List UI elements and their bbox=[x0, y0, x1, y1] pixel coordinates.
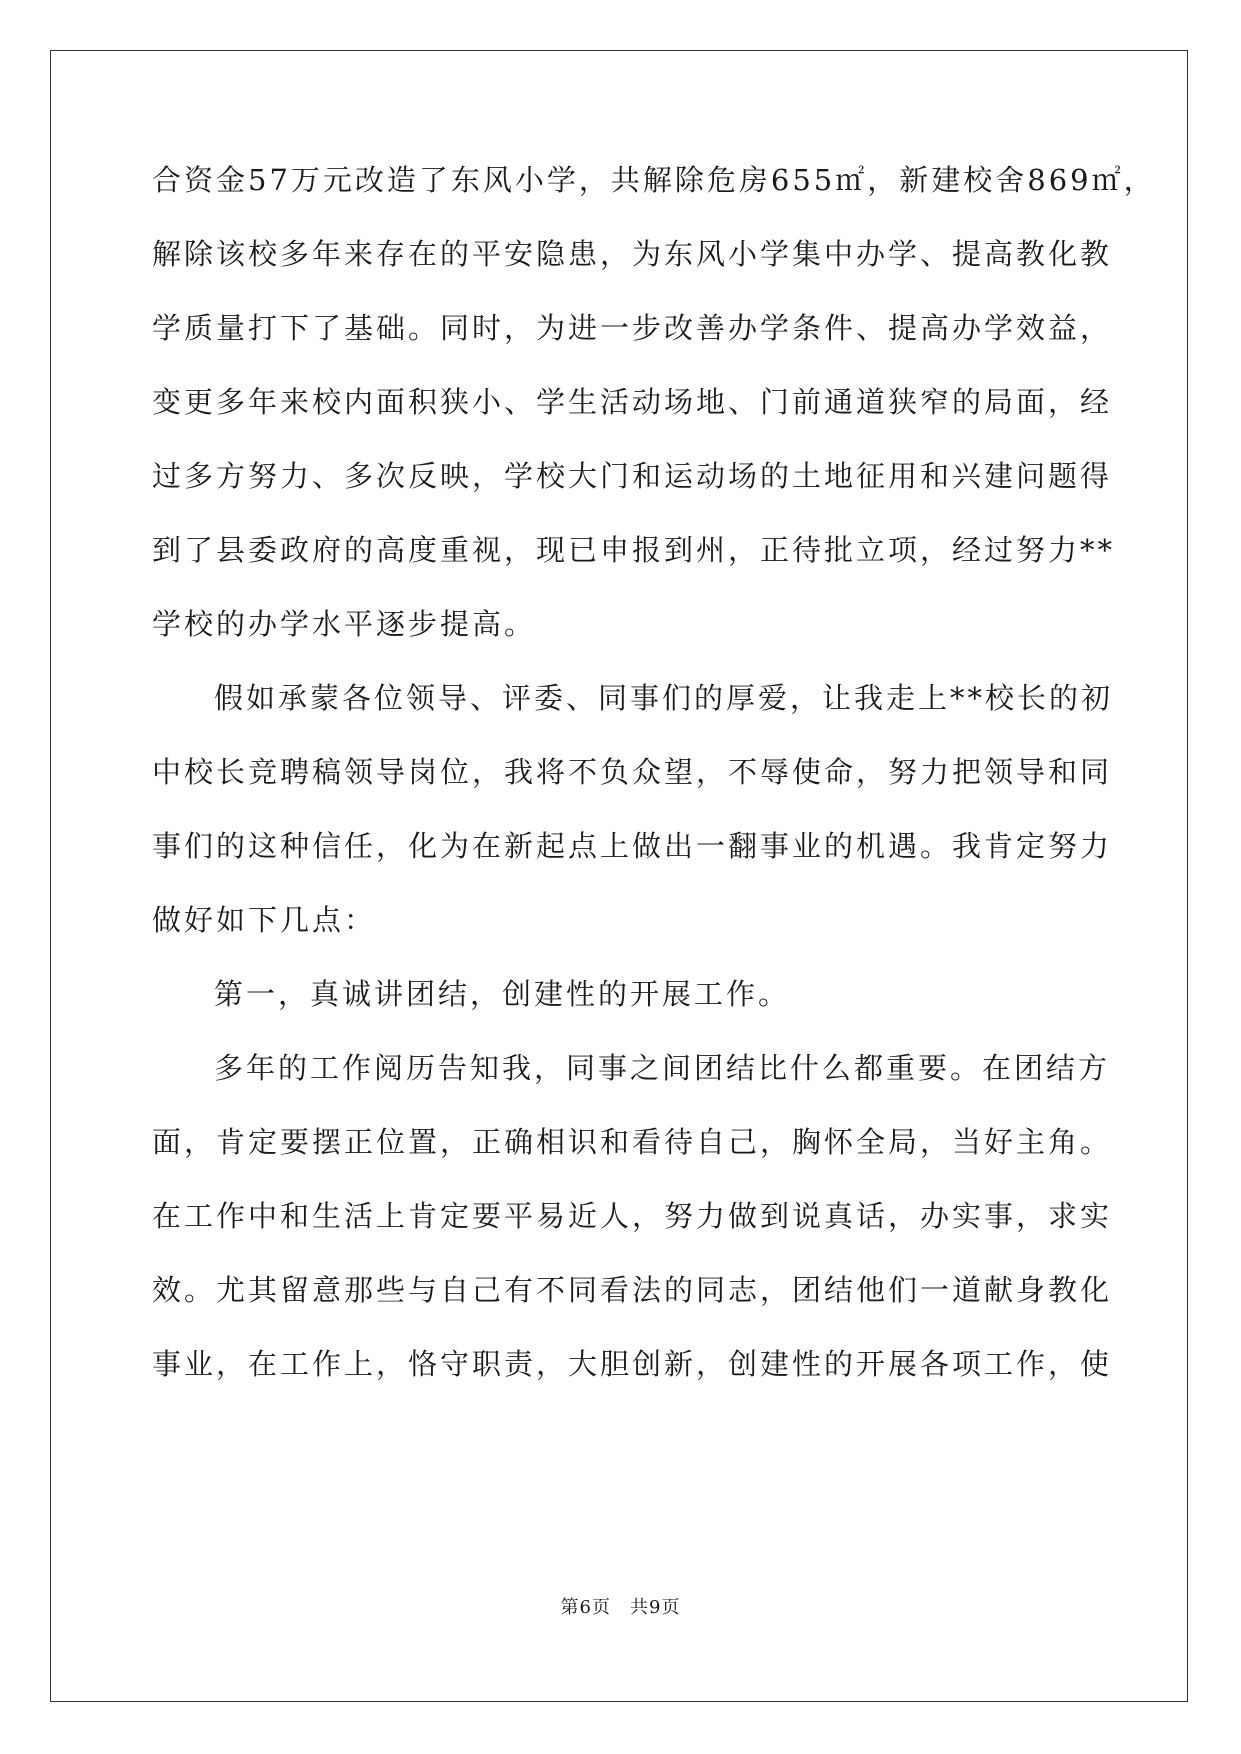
text-line: 事们的这种信任，化为在新起点上做出一翻事业的机遇。我肯定努力 bbox=[152, 829, 1113, 863]
text-line: 过多方努力、多次反映，学校大门和运动场的土地征用和兴建问题得 bbox=[152, 459, 1113, 493]
text-line: 学质量打下了基础。同时，为进一步改善办学条件、提高办学效益， bbox=[152, 311, 1113, 345]
page-number-footer: 第6页 共9页 bbox=[560, 1597, 681, 1618]
section-heading: 第一，真诚讲团结，创建性的开展工作。 bbox=[214, 977, 791, 1011]
text-line: 变更多年来校内面积狭小、学生活动场地、门前通道狭窄的局面，经 bbox=[152, 385, 1113, 419]
text-line: 学校的办学水平逐步提高。 bbox=[152, 607, 537, 641]
text-line: 中校长竞聘稿领导岗位，我将不负众望，不辱使命，努力把领导和同 bbox=[152, 755, 1113, 789]
text-line: 解除该校多年来存在的平安隐患，为东风小学集中办学、提高教化教 bbox=[152, 237, 1113, 271]
text-line: 到了县委政府的高度重视，现已申报到州，正待批立项，经过努力** bbox=[152, 533, 1116, 567]
text-line: 效。尤其留意那些与自己有不同看法的同志，团结他们一道献身教化 bbox=[152, 1273, 1113, 1307]
text-line: 做好如下几点： bbox=[152, 903, 377, 937]
text-line: 在工作中和生活上肯定要平易近人，努力做到说真话，办实事，求实 bbox=[152, 1199, 1113, 1233]
text-line: 面，肯定要摆正位置，正确相识和看待自己，胸怀全局，当好主角。 bbox=[152, 1125, 1113, 1159]
text-line: 事业，在工作上，恪守职责，大胆创新，创建性的开展各项工作，使 bbox=[152, 1347, 1113, 1381]
paragraph-start-line: 假如承蒙各位领导、评委、同事们的厚爱，让我走上**校长的初 bbox=[214, 681, 1114, 715]
paragraph-start-line: 多年的工作阅历告知我，同事之间团结比什么都重要。在团结方 bbox=[214, 1051, 1111, 1085]
page-border bbox=[50, 50, 1188, 1702]
text-line: 合资金57万元改造了东风小学，共解除危房655㎡，新建校舍869㎡， bbox=[152, 163, 1156, 197]
